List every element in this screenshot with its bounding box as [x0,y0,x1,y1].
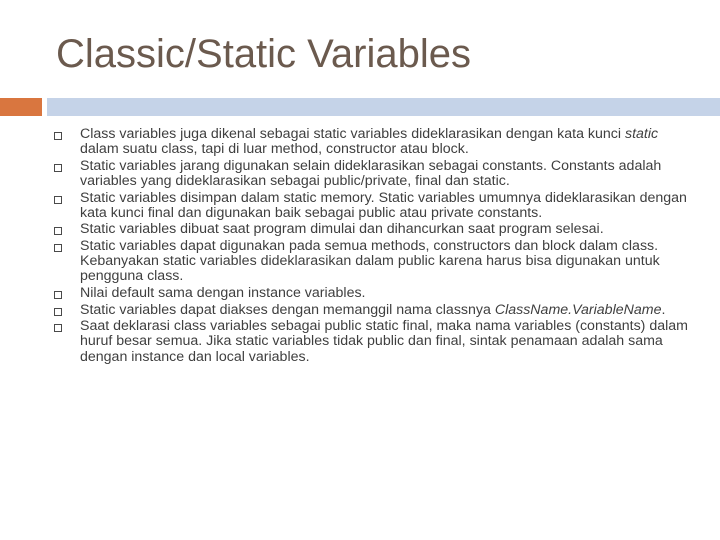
accent-bar [0,98,42,116]
bullet-text: Nilai default sama dengan instance variables. [80,284,366,301]
square-bullet-icon [54,132,62,140]
bullet-item [54,159,694,189]
square-bullet-icon [54,227,62,235]
bullet-text: Static variables dibuat saat program dimulai dan dihancurkan saat program selesai. [80,221,604,238]
bullet-item [54,127,694,157]
bullet-text: Static variables disimpan dalam static memory. Static variables umumnya dideklarasikan dengan kata kunci final dan digunakan baik sebagai public atau private constants. [80,189,687,221]
bullet-item [54,286,694,301]
bullet-item [54,303,694,318]
bullet-item [54,222,694,237]
square-bullet-icon [54,308,62,316]
square-bullet-icon [54,244,62,252]
square-bullet-icon [54,196,62,204]
title-underline-bar [47,98,720,116]
bullet-text: static [624,126,659,142]
square-bullet-icon [54,164,62,172]
bullet-item [54,191,694,221]
bullet-text: Static variables jarang digunakan selain dideklarasikan sebagai constants. Constants adalah variables yang dideklarasikan sebagai public/private, final dan static. [80,157,662,189]
square-bullet-icon [54,324,62,332]
bullet-text: ClassName.VariableName [494,301,662,318]
bullet-text: . [661,301,666,318]
bullet-text: dalam suatu class, tapi di luar method, constructor atau block. [80,141,469,158]
bullet-item [54,239,694,285]
bullet-text: Static variables dapat diakses dengan memanggil nama classnya [80,301,495,318]
bullet-list [54,127,694,366]
bullet-text: Static variables dapat digunakan pada semua methods, constructors dan block dalam class. Kebanyakan static variables dideklarasikan dalam public karena harus bisa digunakan untuk pengguna class. [80,237,660,285]
bullet-text: Class variables juga dikenal sebagai static variables dideklarasikan dengan kata kunci [80,126,625,142]
bullet-text: Saat deklarasi class variables sebagai public static final, maka nama variables (constants) dalam huruf besar semua. Jika static variables tidak public dan final, sintak penamaan adalah sama dengan instance dan local variables. [80,318,688,365]
square-bullet-icon [54,291,62,299]
bullet-item [54,319,694,365]
slide-title: Classic/Static Variables [56,32,471,76]
